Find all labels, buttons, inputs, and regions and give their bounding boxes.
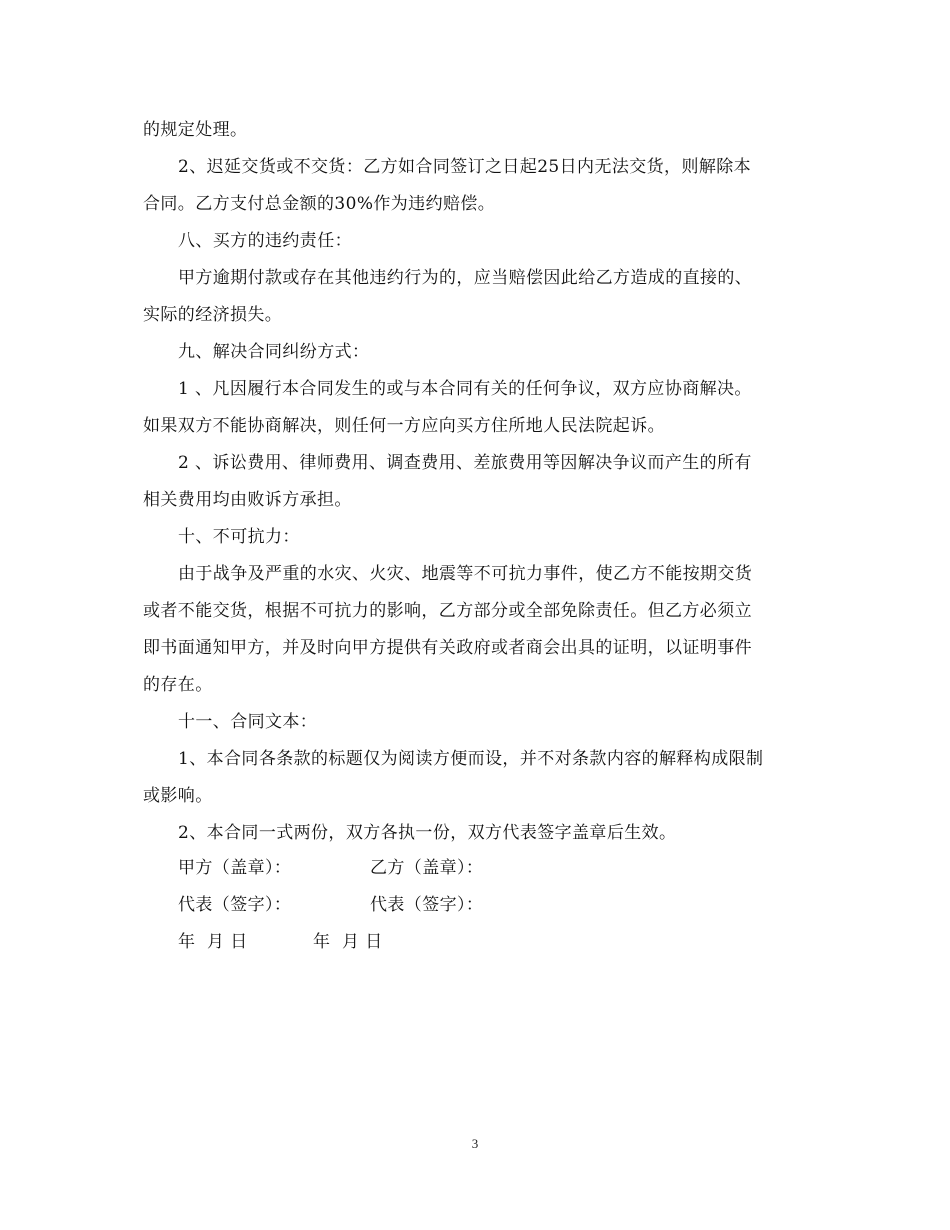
- text-line: 2、本合同一式两份，双方各执一份，双方代表签字盖章后生效。: [178, 823, 677, 843]
- text-line: 2 、诉讼费用、律师费用、调查费用、差旅费用等因解决争议而产生的所有: [178, 453, 752, 473]
- text-line: 由于战争及严重的水灾、火灾、地震等不可抗力事件，使乙方不能按期交货: [178, 564, 753, 584]
- section-heading: 十、不可抗力：: [178, 527, 300, 547]
- section-heading: 八、买方的违约责任：: [178, 231, 352, 251]
- party-a-date-label: 年 月 日: [178, 932, 248, 952]
- text-line: 2、迟延交货或不交货：乙方如合同签订之日起25日内无法交货，则解除本: [178, 157, 752, 177]
- party-a-seal-label: 甲方（盖章）：: [178, 858, 292, 878]
- text-line: 实际的经济损失。: [143, 305, 283, 325]
- party-a-rep-label: 代表（签字）：: [178, 895, 292, 915]
- section-heading: 九、解决合同纠纷方式：: [178, 342, 370, 362]
- text-line: 1、本合同各条款的标题仅为阅读方便而设，并不对条款内容的解释构成限制: [178, 749, 764, 769]
- text-line: 甲方逾期付款或存在其他违约行为的，应当赔偿因此给乙方造成的直接的、: [178, 268, 753, 288]
- section-heading: 十一、合同文本：: [178, 712, 318, 732]
- text-line: 如果双方不能协商解决，则任何一方应向买方住所地人民法院起诉。: [143, 416, 665, 436]
- party-b-rep-label: 代表（签字）：: [370, 895, 484, 915]
- text-line: 1 、凡因履行本合同发生的或与本合同有关的任何争议，双方应协商解决。: [178, 379, 752, 399]
- party-b-date-label: 年 月 日: [313, 932, 383, 952]
- text-line: 或者不能交货，根据不可抗力的影响，乙方部分或全部免除责任。但乙方必须立: [143, 601, 752, 621]
- party-b-seal-label: 乙方（盖章）：: [370, 858, 484, 878]
- text-line: 相关费用均由败诉方承担。: [143, 490, 352, 510]
- text-line: 合同。乙方支付总金额的30%作为违约赔偿。: [143, 194, 496, 214]
- page-number: 3: [471, 1136, 479, 1151]
- text-line: 即书面通知甲方，并及时向甲方提供有关政府或者商会出具的证明，以证明事件: [143, 638, 752, 658]
- text-line: 的规定处理。: [143, 120, 248, 140]
- text-line: 的存在。: [143, 675, 213, 695]
- text-line: 或影响。: [143, 786, 213, 806]
